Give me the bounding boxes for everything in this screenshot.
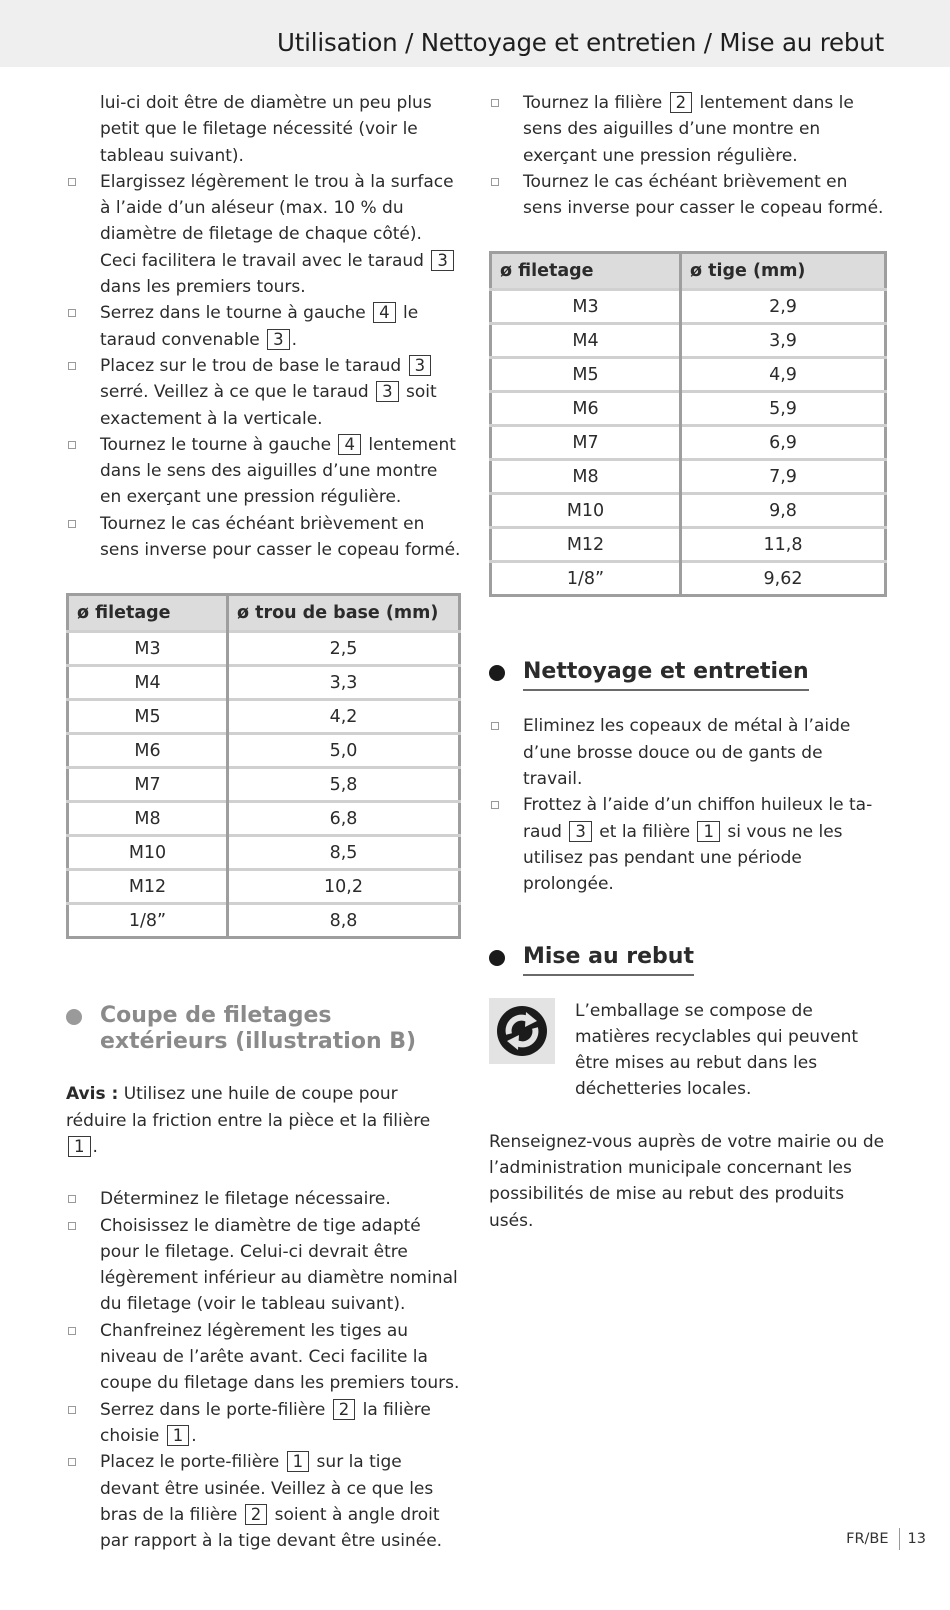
step-text: Tournez le tourne à gauche xyxy=(100,434,337,455)
table-row xyxy=(68,836,460,870)
part-reference-number: 4 xyxy=(338,434,361,455)
step-text: Tournez le cas échéant brièvement en sens inverse pour casser le copeau formé. xyxy=(523,171,884,219)
section-title-text: Mise au rebut xyxy=(523,944,694,976)
table-header-row xyxy=(68,595,460,632)
checkbox-bullet-icon xyxy=(68,1195,76,1203)
table-cell: M10 xyxy=(491,494,681,528)
checkbox-bullet-icon xyxy=(491,801,499,809)
table-row xyxy=(68,700,460,734)
table-row xyxy=(68,632,460,666)
table-cell: 2,9 xyxy=(681,290,886,324)
table-cell: 4,2 xyxy=(228,700,460,734)
table-cell: M6 xyxy=(68,734,228,768)
checkbox-bullet-icon xyxy=(68,362,76,370)
step-text: Chanfreinez légèrement les tiges au niveau de l’arête avant. Ceci facilite la coupe du filetage dans les premiers tours. xyxy=(100,1320,460,1394)
part-reference-number: 3 xyxy=(431,250,454,271)
notice-paragraph xyxy=(66,1081,461,1160)
packaging-text: L’emballage se compose de matières recyclables qui peuvent être mises au rebut dans les déchetteries locales. xyxy=(575,1000,859,1100)
step-item xyxy=(66,1397,461,1450)
step-text: Serrez dans le tourne à gauche xyxy=(100,303,372,324)
part-reference-number: 3 xyxy=(569,821,592,842)
section-bullet-dot xyxy=(66,1009,82,1025)
table-row xyxy=(491,290,886,324)
checkbox-bullet-icon xyxy=(68,1458,76,1466)
step-text: sur la tige devant être usinée. Veillez à ce que les bras de la filière xyxy=(100,1452,434,1525)
step-item xyxy=(489,713,887,792)
checkbox-bullet-icon xyxy=(68,441,76,449)
table-cell: M10 xyxy=(68,836,228,870)
step-text: Placez le porte-filière xyxy=(100,1452,285,1473)
table-header-cell: ø trou de base (mm) xyxy=(228,595,460,632)
step-text: Choisissez le diamètre de tige adapté pour le filetage. Celui-ci devrait être légèrement inférieur au diamètre nominal du filetage (voir le tableau suivant). xyxy=(100,1215,458,1315)
table-cell: 3,3 xyxy=(228,666,460,700)
table-header-row xyxy=(491,253,886,290)
step-item xyxy=(66,300,461,353)
table-header-cell: ø tige (mm) xyxy=(681,253,886,290)
table-cell: 9,8 xyxy=(681,494,886,528)
step-list xyxy=(66,1186,461,1554)
section-title-line: extérieurs (illustration B) xyxy=(100,1029,417,1055)
section-title-cleaning xyxy=(489,659,887,691)
table-cell: M8 xyxy=(491,460,681,494)
part-reference-number: 2 xyxy=(333,1399,356,1420)
table-row xyxy=(491,562,886,596)
step-text: la filière choisie xyxy=(100,1399,431,1446)
step-text: . xyxy=(92,1136,98,1157)
step-item xyxy=(489,169,887,222)
section-bullet-dot xyxy=(489,665,505,681)
step-item xyxy=(66,1186,461,1212)
checkbox-bullet-icon xyxy=(68,178,76,186)
step-text: le taraud convenable xyxy=(100,303,419,350)
green-dot-recycling-icon xyxy=(489,998,555,1064)
table-cell: 3,9 xyxy=(681,324,886,358)
step-text: Déterminez le filetage nécessaire. xyxy=(100,1189,391,1210)
step-text: lentement dans le sens des aiguilles d’une montre en exerçant une pression régulière. xyxy=(100,434,456,508)
tap-drill-table xyxy=(66,593,461,939)
table-cell: 7,9 xyxy=(681,460,886,494)
table-cell: M5 xyxy=(491,358,681,392)
page-number: 13 xyxy=(907,1531,926,1547)
footer-separator xyxy=(899,1528,900,1550)
part-reference-number: 3 xyxy=(376,381,399,402)
section-title-external-threads xyxy=(66,1003,461,1055)
step-text: Tournez le cas échéant brièvement en sens inverse pour casser le copeau formé. xyxy=(100,513,461,561)
step-text: Utilisez une huile de coupe pour réduire la friction entre la pièce et la filière xyxy=(66,1084,431,1131)
step-text: et la filière xyxy=(593,821,696,842)
left-column xyxy=(66,90,461,1554)
table-row xyxy=(68,666,460,700)
table-row xyxy=(68,802,460,836)
table-cell: M6 xyxy=(491,392,681,426)
table-header-cell: ø filetage xyxy=(491,253,681,290)
table-cell: 6,8 xyxy=(228,802,460,836)
step-list xyxy=(66,169,461,563)
table-cell: M4 xyxy=(68,666,228,700)
step-list xyxy=(489,90,887,221)
checkbox-bullet-icon xyxy=(68,1406,76,1414)
part-reference-number: 1 xyxy=(68,1136,91,1157)
step-text: Elargissez légèrement le trou à la surface à l’aide d’un aléseur (max. 10 % du diamètre de filetage de chaque côté). Ceci facilitera le travail avec le taraud xyxy=(100,171,454,271)
table-cell: M12 xyxy=(491,528,681,562)
step-item xyxy=(489,792,887,897)
part-reference-number: 4 xyxy=(373,302,396,323)
table-cell: 1/8” xyxy=(491,562,681,596)
step-text: Eliminez les copeaux de métal à l’aide d’une brosse douce ou de gants de travail. xyxy=(523,716,851,790)
table-cell: M3 xyxy=(68,632,228,666)
table-cell: 2,5 xyxy=(228,632,460,666)
checkbox-bullet-icon xyxy=(68,1222,76,1230)
table-row xyxy=(68,870,460,904)
checkbox-bullet-icon xyxy=(491,99,499,107)
intro-continuation: lui-ci doit être de diamètre un peu plus petit que le filetage nécessité (voir le tableau suivant). xyxy=(100,93,432,166)
packaging-block xyxy=(489,998,887,1103)
notice-label: Avis : xyxy=(66,1084,119,1105)
part-reference-number: 1 xyxy=(287,1451,310,1472)
table-row xyxy=(491,426,886,460)
table-cell: 8,5 xyxy=(228,836,460,870)
step-item xyxy=(66,169,461,300)
part-reference-number: 2 xyxy=(245,1504,268,1525)
table-cell: M7 xyxy=(68,768,228,802)
section-bullet-dot xyxy=(489,950,505,966)
table-row xyxy=(491,358,886,392)
table-header-cell: ø filetage xyxy=(68,595,228,632)
rod-diameter-table xyxy=(489,251,887,597)
step-item xyxy=(489,90,887,169)
table-row xyxy=(68,734,460,768)
step-item xyxy=(66,1318,461,1397)
step-text: si vous ne les utilisez pas pendant une période prolongée. xyxy=(523,821,843,895)
part-reference-number: 2 xyxy=(670,92,693,113)
table-cell: 5,9 xyxy=(681,392,886,426)
section-title-line: Coupe de filetages xyxy=(100,1003,332,1029)
checkbox-bullet-icon xyxy=(68,520,76,528)
step-text: . xyxy=(291,329,297,350)
table-row xyxy=(491,460,886,494)
checkbox-bullet-icon xyxy=(68,309,76,317)
step-text: . xyxy=(191,1425,197,1446)
step-item xyxy=(66,511,461,564)
table-row xyxy=(68,768,460,802)
checkbox-bullet-icon xyxy=(68,1327,76,1335)
part-reference-number: 3 xyxy=(409,355,432,376)
step-text: Tournez la filière xyxy=(523,93,668,113)
step-text: serré. Veillez à ce que le taraud xyxy=(100,382,375,403)
step-item xyxy=(66,353,461,432)
table-cell: 8,8 xyxy=(228,904,460,938)
step-item xyxy=(66,1449,461,1554)
notice-text xyxy=(66,1084,430,1157)
table-cell: 5,0 xyxy=(228,734,460,768)
table-cell: 6,9 xyxy=(681,426,886,460)
table-row xyxy=(491,324,886,358)
checkbox-bullet-icon xyxy=(491,178,499,186)
table-cell: M8 xyxy=(68,802,228,836)
part-reference-number: 3 xyxy=(267,329,290,350)
table-cell: M5 xyxy=(68,700,228,734)
table-cell: M12 xyxy=(68,870,228,904)
table-cell: M4 xyxy=(491,324,681,358)
footer-language: FR/BE xyxy=(846,1531,889,1547)
table-cell: 10,2 xyxy=(228,870,460,904)
step-text: Placez sur le trou de base le taraud xyxy=(100,355,407,376)
step-list xyxy=(489,713,887,897)
table-cell: 4,9 xyxy=(681,358,886,392)
table-row xyxy=(491,528,886,562)
table-cell: 5,8 xyxy=(228,768,460,802)
part-reference-number: 1 xyxy=(697,821,720,842)
table-row xyxy=(491,494,886,528)
step-item xyxy=(66,1213,461,1318)
table-cell: 1/8” xyxy=(68,904,228,938)
table-row xyxy=(68,904,460,938)
step-item xyxy=(66,432,461,511)
disposal-info-text: Renseignez-vous auprès de votre mairie ou de l’administration municipale concernant les possibilités de mise au rebut des produits usés. xyxy=(489,1131,885,1231)
right-column xyxy=(489,90,887,1234)
table-cell: 11,8 xyxy=(681,528,886,562)
table-cell: M7 xyxy=(491,426,681,460)
step-text: lentement dans le sens des aiguilles d’une montre en exerçant une pression régulière. xyxy=(523,93,854,166)
step-text: soit exactement à la verticale. xyxy=(100,382,437,429)
step-text: soient à angle droit par rapport à la tige devant être usinée. xyxy=(100,1504,443,1552)
part-reference-number: 1 xyxy=(167,1425,190,1446)
page-header-title: Utilisation / Nettoyage et entretien / Mise au rebut xyxy=(277,28,884,57)
section-title-text: Nettoyage et entretien xyxy=(523,659,809,691)
table-cell: 9,62 xyxy=(681,562,886,596)
section-title-disposal xyxy=(489,944,887,976)
checkbox-bullet-icon xyxy=(491,722,499,730)
page-footer xyxy=(846,1528,926,1550)
step-text: Serrez dans le porte-filière xyxy=(100,1399,331,1420)
table-row xyxy=(491,392,886,426)
step-text: dans les premiers tours. xyxy=(100,277,306,298)
step-text: Frottez à l’aide d’un chiffon huileux le taraud xyxy=(523,795,873,842)
table-cell: M3 xyxy=(491,290,681,324)
